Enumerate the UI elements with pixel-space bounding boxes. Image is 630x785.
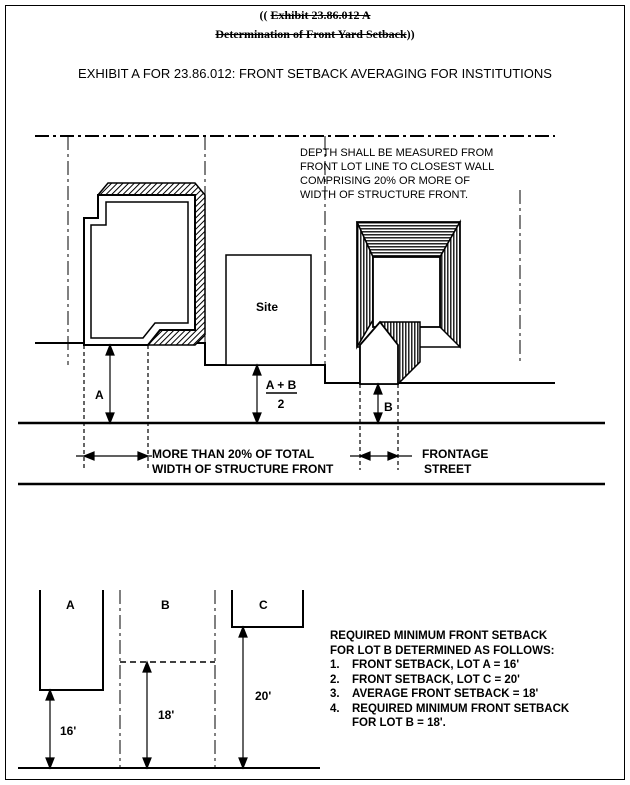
frontage-street-label: FRONTAGE STREET [422, 447, 489, 476]
depth-note: DEPTH SHALL BE MEASURED FROM FRONT LOT LINE TO CLOSEST WALL COMPRISING 20% OR MORE OF WIDTH OF STRUCTURE FRONT. [300, 147, 495, 201]
header-line-1: (( Exhibit 23.86.012 A [259, 8, 371, 22]
setback-procedure [330, 629, 569, 731]
lot-b-label: B [161, 598, 170, 612]
width-note: MORE THAN 20% OF TOTAL WIDTH OF STRUCTURE FRONT [152, 447, 334, 476]
lot-c-label: C [259, 598, 268, 612]
formula-numerator: A + B [265, 378, 297, 392]
procedure-step: 4. REQUIRED MINIMUM FRONT SETBACK [330, 702, 570, 715]
setback-b-value: 18' [158, 708, 175, 722]
dimension-a-label: A [95, 388, 104, 402]
exhibit-title: EXHIBIT A FOR 23.86.012: FRONT SETBACK AVERAGING FOR INSTITUTIONS [78, 66, 552, 81]
setback-c-value: 20' [255, 689, 272, 703]
building-c [357, 222, 460, 384]
procedure-step-continued: FOR LOT B = 18'. [352, 717, 446, 729]
procedure-step: 3. AVERAGE FRONT SETBACK = 18' [330, 688, 539, 700]
setback-a-value: 16' [60, 724, 77, 738]
site-label: Site [256, 300, 279, 314]
procedure-step: 2. FRONT SETBACK, LOT C = 20' [330, 673, 520, 686]
procedure-title-2: FOR LOT B DETERMINED AS FOLLOWS: [330, 644, 555, 657]
formula-denominator: 2 [277, 397, 285, 411]
building-a [84, 183, 205, 345]
lot-a-label: A [66, 598, 75, 612]
header-line-2: Determination of Front Yard Setback)) [215, 27, 415, 41]
procedure-step: 1. FRONT SETBACK, LOT A = 16' [330, 659, 520, 671]
procedure-title-1: REQUIRED MINIMUM FRONT SETBACK [330, 630, 548, 642]
dimension-b-label: B [384, 400, 393, 414]
